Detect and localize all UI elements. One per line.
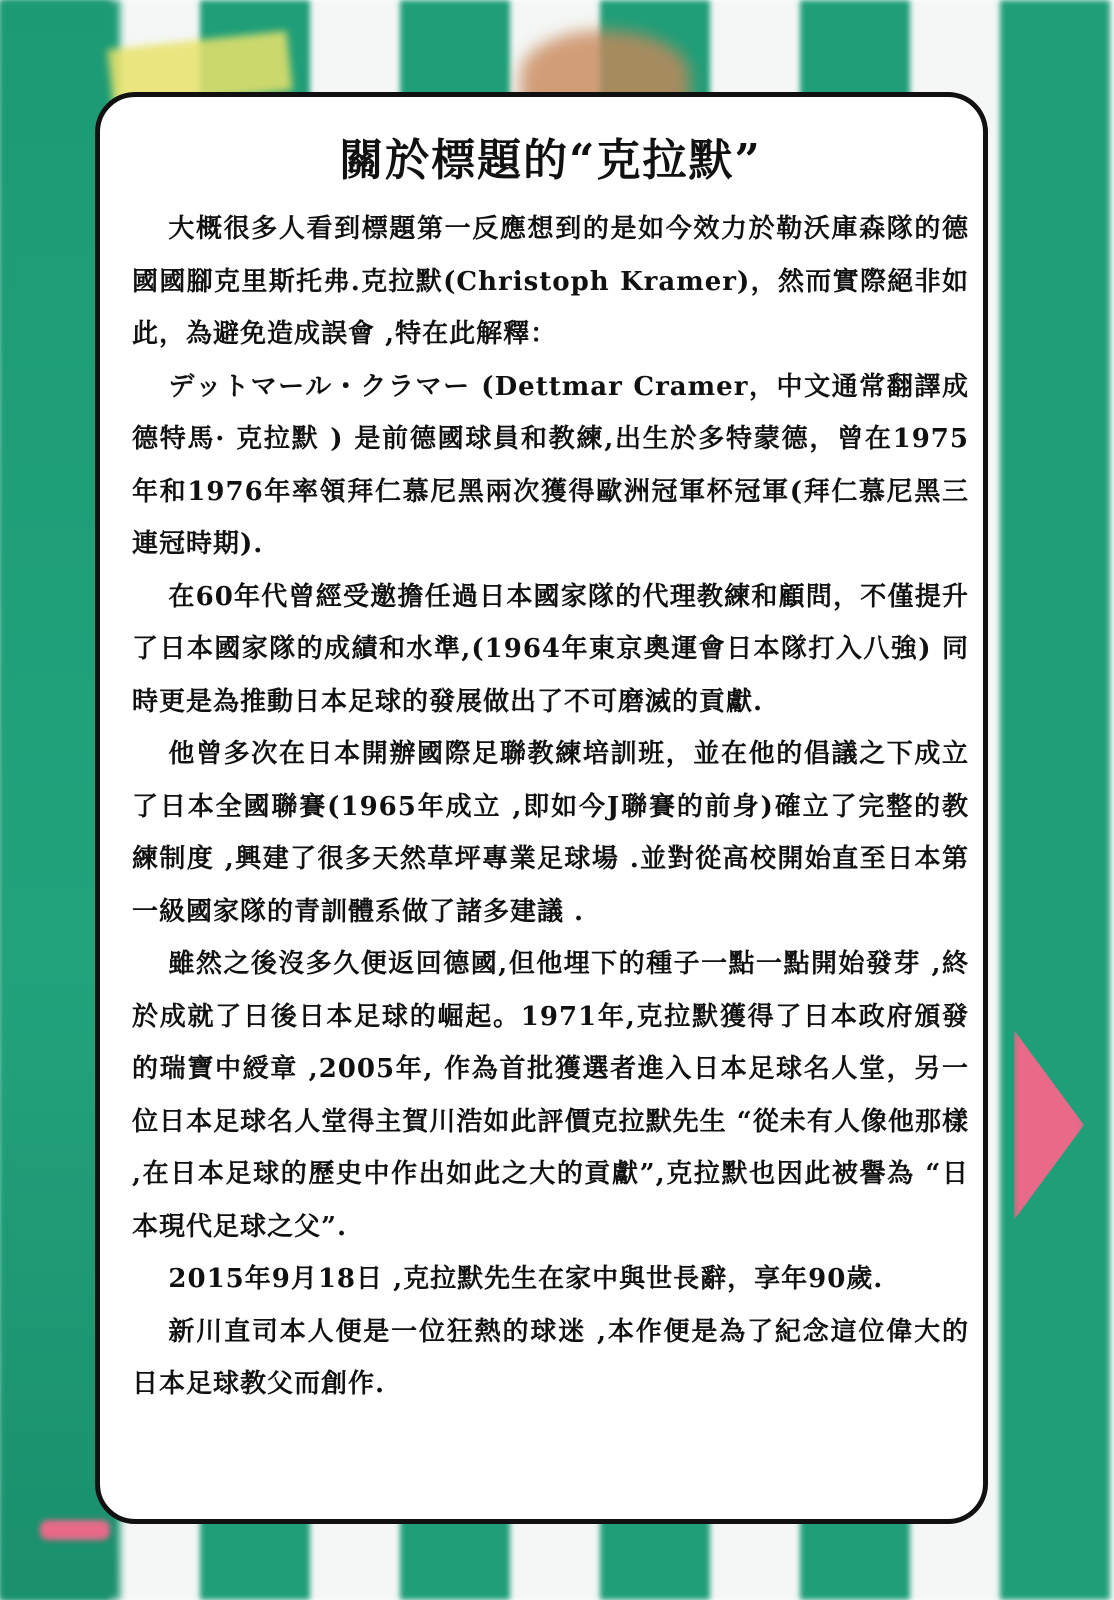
paragraph-author: 新川直司本人便是一位狂熱的球迷 ,本作便是為了紀念這位偉大的日本足球教父而創作.	[132, 1316, 969, 1399]
paragraph-dettmar-cramer: デットマール・クラマー (Dettmar Cramer，中文通常翻譯成德特馬· 克拉默 ) 是前德國球員和教練,出生於多特蒙德，曾在1975年和1976年率領拜仁慕尼黑兩次獲得歐洲冠軍杯冠軍(拜仁慕尼黑三連冠時期).	[132, 371, 969, 559]
paragraph-intro: 大概很多人看到標題第一反應想到的是如今效力於勒沃庫森隊的德國國腳克里斯托弗.克拉默(Christoph Kramer)，然而實際絕非如此，為避免造成誤會 ,特在此解釋：	[132, 214, 969, 349]
page-title: 關於標題的“克拉默”	[339, 135, 762, 186]
paragraph-league: 他曾多次在日本開辦國際足聯教練培訓班，並在他的倡議之下成立了日本全國聯賽(1965年成立 ,即如今J聯賽的前身)確立了完整的教練制度 ,興建了很多天然草坪專業足球場 .並對從高校開始直至日本第一級國家隊的青訓體系做了諸多建議 .	[132, 739, 969, 927]
paragraph-japan-coach: 在60年代曾經受邀擔任過日本國家隊的代理教練和顧問，不僅提升了日本國家隊的成績和水準,(1964年東京奧運會日本隊打入八強) 同時更是為推動日本足球的發展做出了不可磨滅的貢獻.	[132, 581, 969, 717]
paragraph-legacy: 雖然之後沒多久便返回德國,但他埋下的種子一點一點開始發芽 ,終於成就了日後日本足球的崛起。1971年,克拉默獲得了日本政府頒發的瑞寶中綬章 ,2005年, 作為首批獲選者進入日本足球名人堂，另一位日本足球名人堂得主賀川浩如此評價克拉默先生 “從未有人像他那樣 ,在日本足球的歷史中作出如此之大的貢獻”,克拉默也因此被譽為 “日本現代足球之父”.	[132, 949, 969, 1242]
paragraph-death: 2015年9月18日 ,克拉默先生在家中與世長辭，享年90歲.	[168, 1264, 884, 1294]
text-card	[95, 92, 988, 1524]
background-pink-tag	[40, 1520, 110, 1540]
